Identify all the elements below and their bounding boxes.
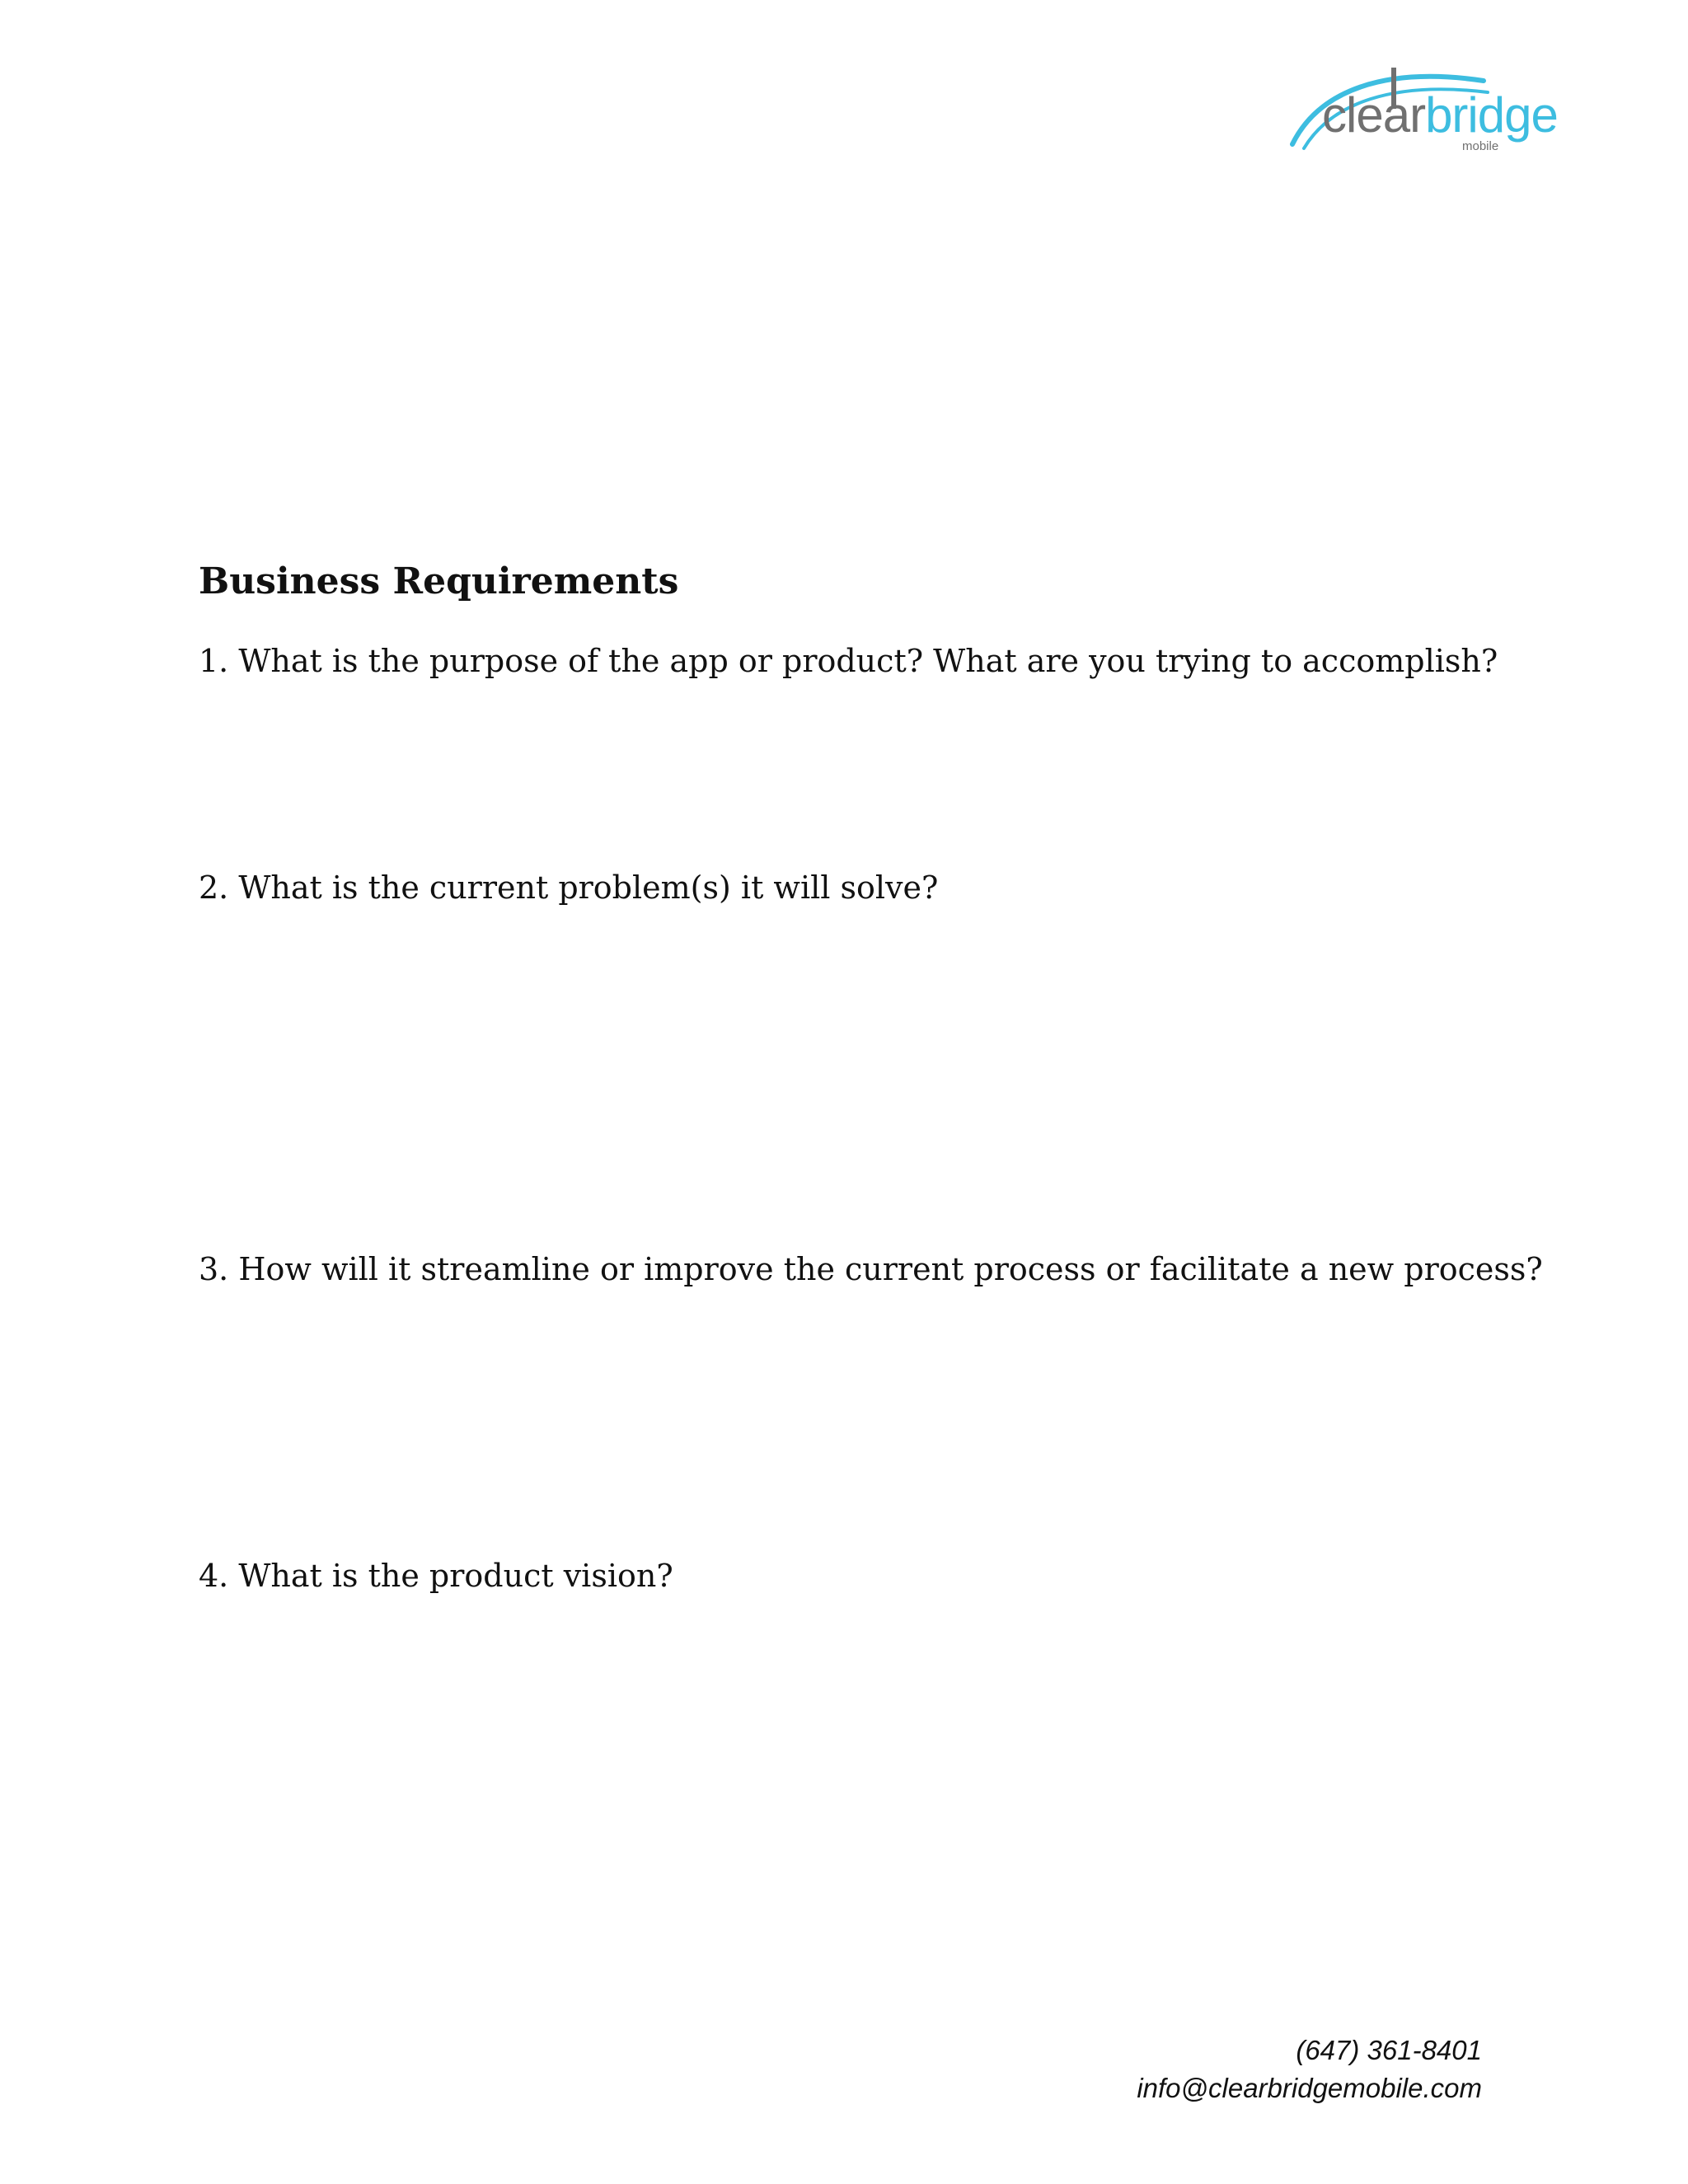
section-heading: Business Requirements <box>199 560 679 602</box>
question-2: 2. What is the current problem(s) it will solve? <box>199 869 939 906</box>
clearbridge-logo <box>1286 58 1558 165</box>
contact-email[interactable]: info@clearbridgemobile.com <box>1137 2073 1482 2103</box>
contact-phone: (647) 361-8401 <box>1296 2035 1482 2065</box>
question-4: 4. What is the product vision? <box>199 1558 673 1594</box>
logo-word-clear: clear <box>1322 87 1426 143</box>
logo-subtitle: mobile <box>1462 139 1499 153</box>
logo-wordmark <box>1322 87 1558 143</box>
question-1: 1. What is the purpose of the app or product? What are you trying to accomplish? <box>199 643 1498 679</box>
question-3: 3. How will it streamline or improve the current process or facilitate a new process? <box>199 1251 1543 1287</box>
contact-info <box>1137 2032 1482 2107</box>
logo-word-bridge: bridge <box>1425 87 1558 143</box>
